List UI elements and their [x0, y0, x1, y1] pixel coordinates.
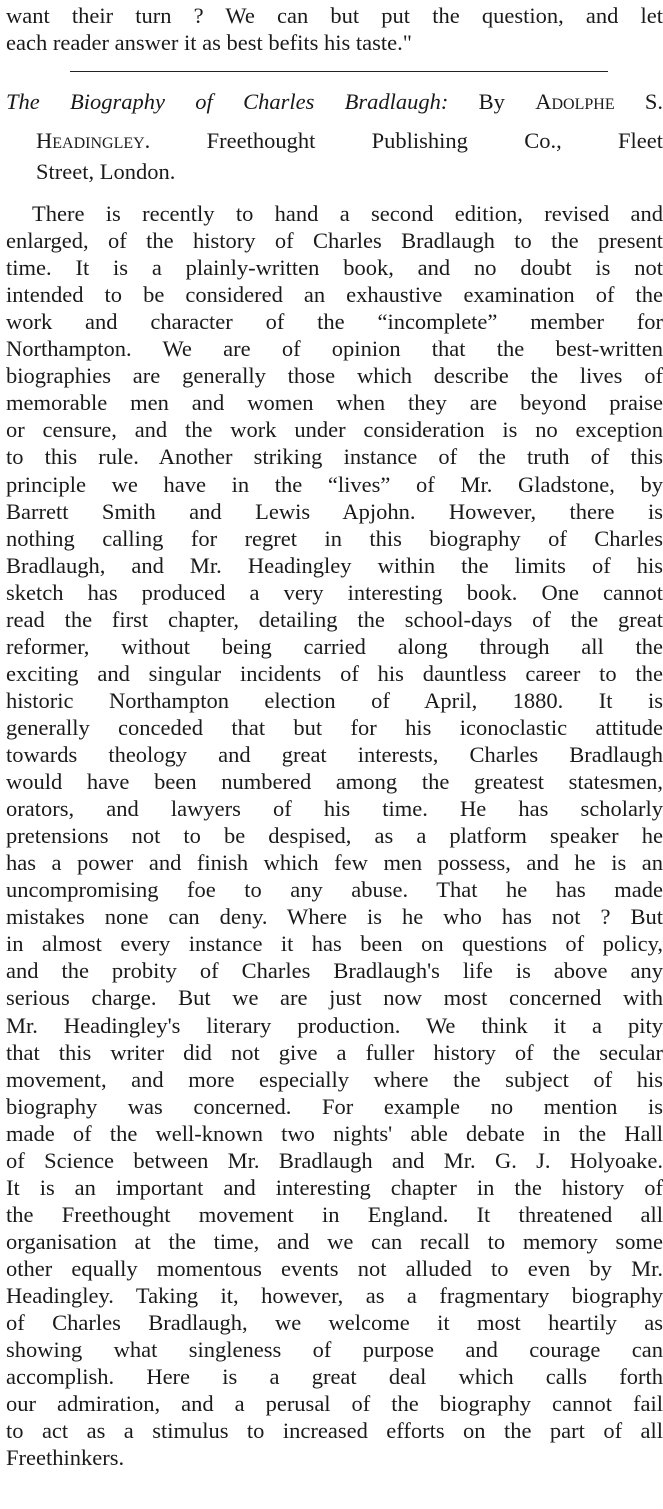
previous-article-line-2: each reader answer it as best befits his taste.": [6, 30, 412, 55]
body-line: biography was concerned. For example no mention is: [6, 1093, 663, 1119]
body-line: to act as a stimulus to increased efforts on the part of all: [6, 1418, 663, 1444]
body-line: pretensions not to be despised, as a platform speaker he: [6, 823, 663, 849]
body-line: has a power and finish which few men possess, and he is an: [6, 850, 663, 876]
body-line: exciting and singular incidents of his dauntless career to the: [6, 660, 663, 686]
author-name-part-2: Headingley.: [36, 128, 151, 153]
body-line: other equally momentous events not alluded to even by Mr.: [6, 1255, 663, 1281]
body-line: and the probity of Charles Bradlaugh's life is above any: [6, 958, 663, 984]
body-line: that this writer did not give a fuller history of the secular: [6, 1039, 663, 1065]
publisher: Freethought Publishing Co., Fleet: [206, 128, 663, 153]
previous-article-line-1: want their turn ? We can but put the question, and let: [6, 3, 663, 28]
body-line: work and character of the “incomplete” member for: [6, 309, 663, 335]
body-line: uncompromising foe to any abuse. That he has made: [6, 877, 663, 903]
body-line: or censure, and the work under consideration is no exception: [6, 417, 663, 443]
body-line: the Freethought movement in England. It threatened all: [6, 1201, 663, 1227]
body-line: of Charles Bradlaugh, we welcome it most heartily as: [6, 1310, 663, 1336]
body-line: movement, and more especially where the subject of his: [6, 1066, 663, 1092]
body-line: mistakes none can deny. Where is he who has not ? But: [6, 904, 663, 930]
publisher-address: Street, London.: [36, 159, 176, 184]
body-line: read the first chapter, detailing the school-days of the great: [6, 606, 663, 632]
body-line: accomplish. Here is a great deal which calls forth: [6, 1364, 663, 1390]
by-label: By: [478, 89, 505, 114]
body-line: Freethinkers.: [6, 1445, 125, 1471]
body-line: our admiration, and a perusal of the biography cannot fail: [6, 1391, 663, 1417]
body-line: generally conceded that but for his iconoclastic attitude: [6, 714, 663, 740]
body-line: principle we have in the “lives” of Mr. Gladstone, by: [6, 471, 663, 497]
body-line: showing what singleness of purpose and courage can: [6, 1337, 663, 1363]
body-line: would have been numbered among the greatest statesmen,: [6, 769, 663, 795]
body-line: serious charge. But we are just now most concerned with: [6, 985, 663, 1011]
author-name-part-1: Adolphe S.: [535, 89, 663, 114]
body-line: intended to be considered an exhaustive examination of the: [6, 282, 663, 308]
body-line: enlarged, of the history of Charles Bradlaugh to the present: [6, 228, 663, 254]
body-line: orators, and lawyers of his time. He has scholarly: [6, 796, 663, 822]
body-line: biographies are generally those which describe the lives of: [6, 363, 663, 389]
review-heading-line-1: [6, 88, 663, 115]
book-title: The Biography of Charles Bradlaugh:: [6, 89, 449, 114]
body-line: Northampton. We are of opinion that the best-written: [6, 336, 663, 362]
body-line: historic Northampton election of April, 1880. It is: [6, 687, 663, 713]
body-line: It is an important and interesting chapter in the history of: [6, 1174, 663, 1200]
body-line: organisation at the time, and we can recall to memory some: [6, 1228, 663, 1254]
body-line: reformer, without being carried along through all the: [6, 633, 663, 659]
body-line: Headingley. Taking it, however, as a fragmentary biography: [6, 1283, 663, 1308]
body-line: to this rule. Another striking instance of the truth of this: [6, 444, 663, 470]
body-line: memorable men and women when they are beyond praise: [6, 390, 663, 416]
body-line: of Science between Mr. Bradlaugh and Mr. G. J. Holyoake.: [6, 1147, 663, 1173]
body-line: Barrett Smith and Lewis Apjohn. However, there is: [6, 498, 663, 524]
body-line: There is recently to hand a second edition, revised and: [32, 201, 663, 226]
body-line: time. It is a plainly-written book, and no doubt is not: [6, 255, 663, 281]
body-line: in almost every instance it has been on questions of policy,: [6, 931, 663, 957]
body-line: Mr. Headingley's literary production. We think it a pity: [6, 1012, 663, 1038]
body-line: towards theology and great interests, Charles Bradlaugh: [6, 742, 663, 767]
section-divider: [70, 71, 608, 72]
body-line: nothing calling for regret in this biography of Charles: [6, 525, 663, 551]
body-line: made of the well-known two nights' able debate in the Hall: [6, 1120, 663, 1146]
body-line: sketch has produced a very interesting book. One cannot: [6, 579, 663, 605]
body-line: Bradlaugh, and Mr. Headingley within the limits of his: [6, 552, 663, 578]
review-heading-line-2: [36, 127, 663, 154]
